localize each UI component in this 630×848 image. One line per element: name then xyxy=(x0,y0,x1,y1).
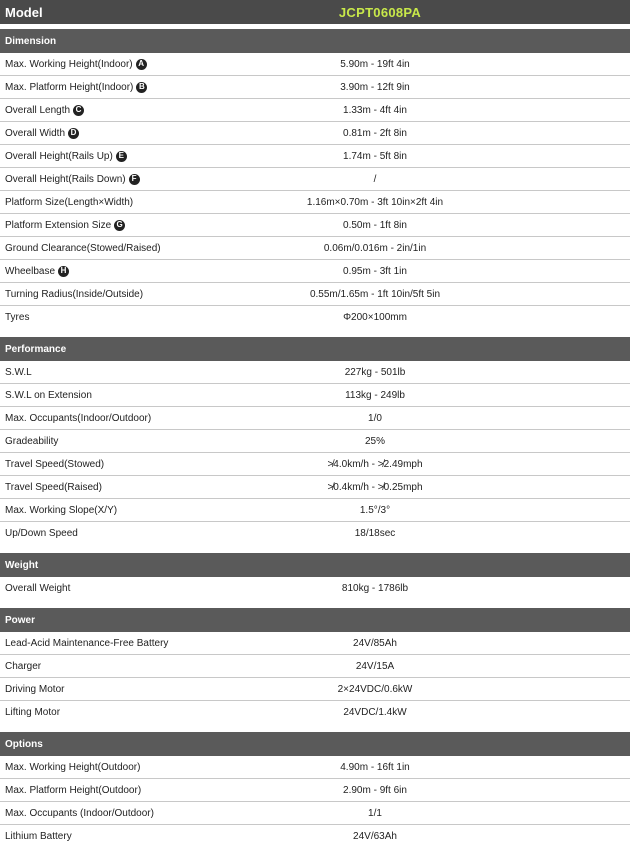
section-header-power: Power xyxy=(0,608,630,632)
spec-label xyxy=(0,390,250,401)
spec-row xyxy=(0,779,630,802)
spec-value: 1/1 xyxy=(368,807,382,819)
dimension-letter-badge: E xyxy=(116,151,127,162)
spec-row xyxy=(0,655,630,678)
dimension-letter-badge: H xyxy=(58,266,69,277)
spec-row xyxy=(0,430,630,453)
spec-label xyxy=(0,289,250,300)
spec-label-text: Ground Clearance(Stowed/Raised) xyxy=(5,242,161,254)
spec-value: 1.16m×0.70m - 3ft 10in×2ft 4in xyxy=(306,196,444,208)
spec-sections xyxy=(0,29,630,848)
spec-label xyxy=(0,707,250,718)
model-value: JCPT0608PA xyxy=(338,4,422,20)
spec-value: 18/18sec xyxy=(354,528,396,539)
spec-label xyxy=(0,413,250,424)
spec-label xyxy=(0,528,250,539)
spec-value: Φ200×100mm xyxy=(343,312,407,323)
spec-label xyxy=(0,684,250,695)
spec-label xyxy=(0,459,250,470)
spec-row xyxy=(0,476,630,499)
dimension-letter-badge: F xyxy=(129,174,140,185)
spec-label-text: Max. Platform Height(Outdoor) xyxy=(5,784,142,796)
spec-value: 0.81m - 2ft 8in xyxy=(343,127,407,139)
spec-label-text: Max. Working Slope(X/Y) xyxy=(5,504,118,516)
spec-value: 24VDC/1.4kW xyxy=(343,707,407,718)
spec-value: 4.90m - 16ft 1in xyxy=(340,761,410,773)
spec-row xyxy=(0,384,630,407)
section-header-performance: Performance xyxy=(0,337,630,361)
spec-label xyxy=(0,105,250,116)
spec-label-text: Platform Extension Size xyxy=(5,219,112,231)
spec-value: 0.50m - 1ft 8in xyxy=(343,219,407,231)
spec-row xyxy=(0,237,630,260)
spec-label xyxy=(0,128,250,139)
spec-value: 2×24VDC/0.6kW xyxy=(337,683,413,695)
spec-label xyxy=(0,583,250,594)
spec-label-text: Max. Working Height(Indoor) xyxy=(5,58,133,70)
spec-label-text: Overall Width xyxy=(5,127,66,139)
spec-value: 0.55m/1.65m - 1ft 10in/5ft 5in xyxy=(309,288,441,300)
spec-value: 24V/85Ah xyxy=(353,637,397,649)
spec-row xyxy=(0,53,630,76)
spec-label xyxy=(0,367,250,378)
spec-row xyxy=(0,260,630,283)
model-header xyxy=(0,0,630,24)
spec-label-text: S.W.L xyxy=(5,366,32,378)
spec-value: 3.90m - 12ft 9in xyxy=(340,81,410,93)
spec-label-text: Max. Working Height(Outdoor) xyxy=(5,761,141,773)
spec-label-text: Up/Down Speed xyxy=(5,528,78,539)
dimension-letter-badge: C xyxy=(73,105,84,116)
spec-value: 810kg - 1786lb xyxy=(341,583,409,594)
spec-label-text: Max. Platform Height(Indoor) xyxy=(5,81,134,93)
spec-row xyxy=(0,361,630,384)
spec-label-text: Turning Radius(Inside/Outside) xyxy=(5,288,144,300)
spec-value: 0.95m - 3ft 1in xyxy=(343,265,407,277)
spec-label xyxy=(0,174,250,185)
spec-value: 0.06m/0.016m - 2in/1in xyxy=(323,242,427,254)
dimension-letter-badge: A xyxy=(136,59,147,70)
dimension-letter-badge: G xyxy=(114,220,125,231)
spec-label xyxy=(0,831,250,842)
spec-label xyxy=(0,505,250,516)
spec-label xyxy=(0,312,250,323)
spec-label xyxy=(0,762,250,773)
spec-label-text: Max. Occupants (Indoor/Outdoor) xyxy=(5,807,154,819)
spec-label-text: S.W.L on Extension xyxy=(5,389,92,401)
spec-row xyxy=(0,678,630,701)
spec-label-text: Overall Height(Rails Up) xyxy=(5,150,113,162)
spec-label-text: Platform Size(Length×Width) xyxy=(5,196,134,208)
spec-row xyxy=(0,407,630,430)
section-header-weight: Weight xyxy=(0,553,630,577)
spec-label xyxy=(0,266,250,277)
spec-row xyxy=(0,756,630,779)
spec-label-text: Overall Height(Rails Down) xyxy=(5,173,126,185)
spec-value: 5.90m - 19ft 4in xyxy=(340,58,410,70)
spec-value: 24V/15A xyxy=(355,660,395,672)
spec-row xyxy=(0,214,630,237)
spec-value: 2.90m - 9ft 6in xyxy=(343,784,407,796)
spec-row xyxy=(0,825,630,848)
spec-label xyxy=(0,808,250,819)
spec-label xyxy=(0,220,250,231)
spec-row xyxy=(0,191,630,214)
spec-value: / xyxy=(373,173,377,185)
spec-label xyxy=(0,785,250,796)
spec-label-text: Lithium Battery xyxy=(5,831,72,842)
spec-label xyxy=(0,82,250,93)
spec-label xyxy=(0,436,250,447)
dimension-letter-badge: D xyxy=(68,128,79,139)
model-label: Model xyxy=(5,4,43,20)
spec-value: ≯0.4km/h - ≯0.25mph xyxy=(327,481,423,493)
spec-value: 1.5°/3° xyxy=(359,504,391,516)
spec-label xyxy=(0,197,250,208)
spec-label xyxy=(0,243,250,254)
spec-label xyxy=(0,661,250,672)
section-header-options: Options xyxy=(0,732,630,756)
spec-row xyxy=(0,306,630,329)
spec-label xyxy=(0,482,250,493)
dimension-letter-badge: B xyxy=(136,82,147,93)
spec-row xyxy=(0,499,630,522)
spec-value: 1/0 xyxy=(368,412,382,424)
spec-row xyxy=(0,632,630,655)
spec-row xyxy=(0,145,630,168)
spec-value: 24V/63Ah xyxy=(353,831,397,842)
spec-label-text: Travel Speed(Stowed) xyxy=(5,458,105,470)
spec-value: 1.33m - 4ft 4in xyxy=(343,104,407,116)
spec-row xyxy=(0,168,630,191)
spec-row xyxy=(0,522,630,545)
spec-value: ≯4.0km/h - ≯2.49mph xyxy=(327,458,423,470)
spec-row xyxy=(0,76,630,99)
spec-label xyxy=(0,638,250,649)
spec-label-text: Overall Weight xyxy=(5,583,71,594)
spec-label-text: Overall Length xyxy=(5,104,71,116)
spec-label-text: Charger xyxy=(5,660,42,672)
spec-label-text: Lead-Acid Maintenance-Free Battery xyxy=(5,637,169,649)
spec-row xyxy=(0,453,630,476)
spec-value: 25% xyxy=(364,435,385,447)
spec-label-text: Gradeability xyxy=(5,435,59,447)
spec-value: 1.74m - 5ft 8in xyxy=(343,150,407,162)
spec-value: 113kg - 249lb xyxy=(345,389,405,401)
spec-row xyxy=(0,802,630,825)
spec-row xyxy=(0,577,630,600)
spec-label-text: Driving Motor xyxy=(5,683,65,695)
spec-label-text: Lifting Motor xyxy=(5,707,61,718)
spec-row xyxy=(0,122,630,145)
spec-value: 227kg - 501lb xyxy=(344,366,406,378)
spec-row xyxy=(0,99,630,122)
spec-label xyxy=(0,59,250,70)
spec-label-text: Wheelbase xyxy=(5,265,56,277)
spec-label xyxy=(0,151,250,162)
spec-label-text: Max. Occupants(Indoor/Outdoor) xyxy=(5,412,152,424)
spec-row xyxy=(0,283,630,306)
spec-label-text: Travel Speed(Raised) xyxy=(5,481,102,493)
section-header-dimension: Dimension xyxy=(0,29,630,53)
spec-row xyxy=(0,701,630,724)
spec-label-text: Tyres xyxy=(5,312,30,323)
